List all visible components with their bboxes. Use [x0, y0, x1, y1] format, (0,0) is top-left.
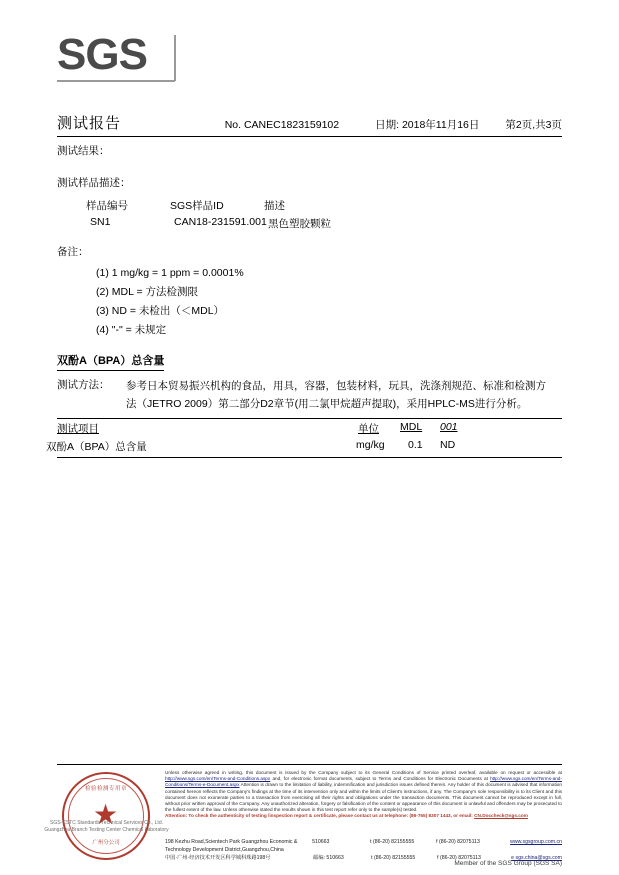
- legal-attention: [165, 813, 562, 819]
- company-stamp: [62, 772, 154, 864]
- sgs-logo: [57, 30, 177, 85]
- stamp-bottom-text: 广州分公司: [92, 840, 120, 846]
- sample-cell-desc: 黑色塑胶颗粒: [268, 218, 331, 230]
- legal-paragraph-1b: and, for electronic format documents, subject to Terms and Conditions for Electronic Documents at: [272, 776, 488, 782]
- note-item: (1) 1 mg/kg = 1 ppm = 0.0001%: [96, 267, 244, 279]
- result-cell-value: ND: [440, 439, 456, 451]
- report-number: No. CANEC1823159102: [224, 119, 340, 131]
- sample-col-desc: 描述: [264, 200, 285, 212]
- terms-conditions-link[interactable]: http://www.sgs.com/en/Terms-and-Conditions.aspx: [165, 776, 271, 782]
- website-link[interactable]: www.sgsgroup.com.cn: [510, 839, 562, 845]
- sample-cell-id: CAN18-231591.001: [174, 216, 267, 228]
- sample-col-id: SGS样品ID: [170, 200, 224, 212]
- section-title-bpa: 双酚A（BPA）总含量: [57, 352, 164, 371]
- method-text-line2: 法（JETRO 2009）第二部分D2章节(用二氯甲烷超声提取)，采用HPLC-MS进行分析。: [126, 398, 528, 410]
- page-number: 第2页,共3页: [505, 119, 562, 131]
- result-col-item: 测试项目: [57, 423, 99, 435]
- notes-label: 备注：: [57, 246, 89, 258]
- footer-address: [165, 838, 562, 862]
- report-date: 日期: 2018年11月16日: [375, 119, 480, 131]
- page-title: 测试报告: [57, 115, 122, 132]
- sgs-logo-text: SGS: [57, 30, 147, 79]
- logo-underline: [57, 80, 175, 82]
- sample-cell-no: SN1: [90, 216, 111, 228]
- note-item: (4) "-" = 未规定: [96, 324, 167, 336]
- contact-email-link[interactable]: e sgs.china@sgs.com: [511, 855, 562, 861]
- stamp-caption-line1: SGS-CSTC Standards Technical Services Co., Ltd.: [49, 820, 163, 826]
- address-en-fax: f (86-20) 82075113: [436, 839, 480, 845]
- footer-divider: [57, 764, 562, 765]
- stamp-top-text: 检验检测专用章: [84, 786, 127, 792]
- address-en-zip: 510663: [312, 839, 330, 845]
- result-cell-item: 双酚A（BPA）总含量: [46, 441, 147, 453]
- result-table-bottom-rule: [57, 457, 562, 458]
- method-label: 测试方法：: [57, 379, 110, 391]
- legal-attention-text: Attention: To check the authenticity of testing /inspection report & certificate, please contact us at telephone: (86-755) 8307 1443, or email:: [165, 813, 473, 819]
- legal-disclaimer: [165, 770, 562, 820]
- result-cell-mdl: 0.1: [408, 439, 423, 451]
- star-icon: ★: [93, 799, 119, 830]
- doccheck-email-link[interactable]: CN.Doccheck@sgs.com: [474, 813, 528, 819]
- logo-vertical-bar: [174, 35, 176, 81]
- sample-description-label: 测试样品描述：: [57, 177, 131, 189]
- report-header-row: [57, 112, 562, 133]
- address-cn-zip: 邮编: 510663: [313, 855, 344, 861]
- stamp-caption-line2: Guangzhou Branch Testing Center Chemical Laboratory: [44, 827, 169, 833]
- sample-table-header: [86, 198, 384, 213]
- legal-paragraph-2: Attention is drawn to the limitation of liability, indemnification and jurisdiction issues defined therein. Any holder of this document is advised that information contained hereon reflects the Company's findings at the time of its intervention only and within the limits of Client's instructions, if any. The Company's sole responsibility is to its Client and this document does not exonerate parties to a transaction from exercising all their rights and obligations under the transaction documents. This document cannot be reproduced except in full, without prior written approval of the Company. Any unauthorized alteration, forgery or falsification of the content or appearance of this document is unlawful and offenders may be prosecuted to the fullest extent of the law. Unless otherwise stated the results shown in this test report refer only to the sample(s) tested.: [165, 782, 562, 813]
- address-cn-tel: t (86-20) 82155555: [371, 855, 416, 861]
- note-item: (3) ND = 未检出（＜MDL）: [96, 305, 225, 317]
- result-col-unit: 单位: [358, 423, 379, 435]
- result-col-mdl: MDL: [400, 421, 423, 433]
- address-en: 198 Kezhu Road,Scientech Park Guangzhou Economic & Technology Development District,Guangzhou,China: [165, 839, 298, 853]
- result-col-sample001: 001: [440, 421, 458, 433]
- results-label: 测试结果：: [57, 145, 110, 157]
- table-row: [86, 216, 428, 231]
- address-row-en: [165, 838, 562, 854]
- sample-col-no: 样品编号: [86, 200, 128, 212]
- stamp-caption: [34, 820, 179, 834]
- result-table-top-rule: [57, 418, 562, 419]
- electronic-documents-link[interactable]: http://www.sgs.com/en/Terms-and-Conditions/Terms-e-Document.aspx: [165, 776, 562, 788]
- member-label: Member of the SGS Group (SGS SA): [454, 860, 562, 867]
- note-item: (2) MDL = 方法检测限: [96, 286, 198, 298]
- address-cn: 中国·广州·经济技术开发区科学城科珠路198号: [165, 855, 271, 861]
- method-text-line1: 参考日本贸易振兴机构的食品，用具，容器，包装材料，玩具，洗涤剂规范、标准和检测方: [126, 380, 546, 392]
- legal-paragraph-1: Unless otherwise agreed in writing, this document is issued by the Company subject to its General Conditions of Service printed overleaf, available on request or accessible at: [165, 770, 562, 775]
- address-en-tel: t (86-20) 82155555: [370, 839, 415, 845]
- report-meta: [225, 117, 562, 132]
- header-divider: [57, 136, 562, 137]
- address-cn-fax: f (86-20) 82075113: [437, 855, 481, 861]
- result-cell-unit: mg/kg: [356, 439, 385, 451]
